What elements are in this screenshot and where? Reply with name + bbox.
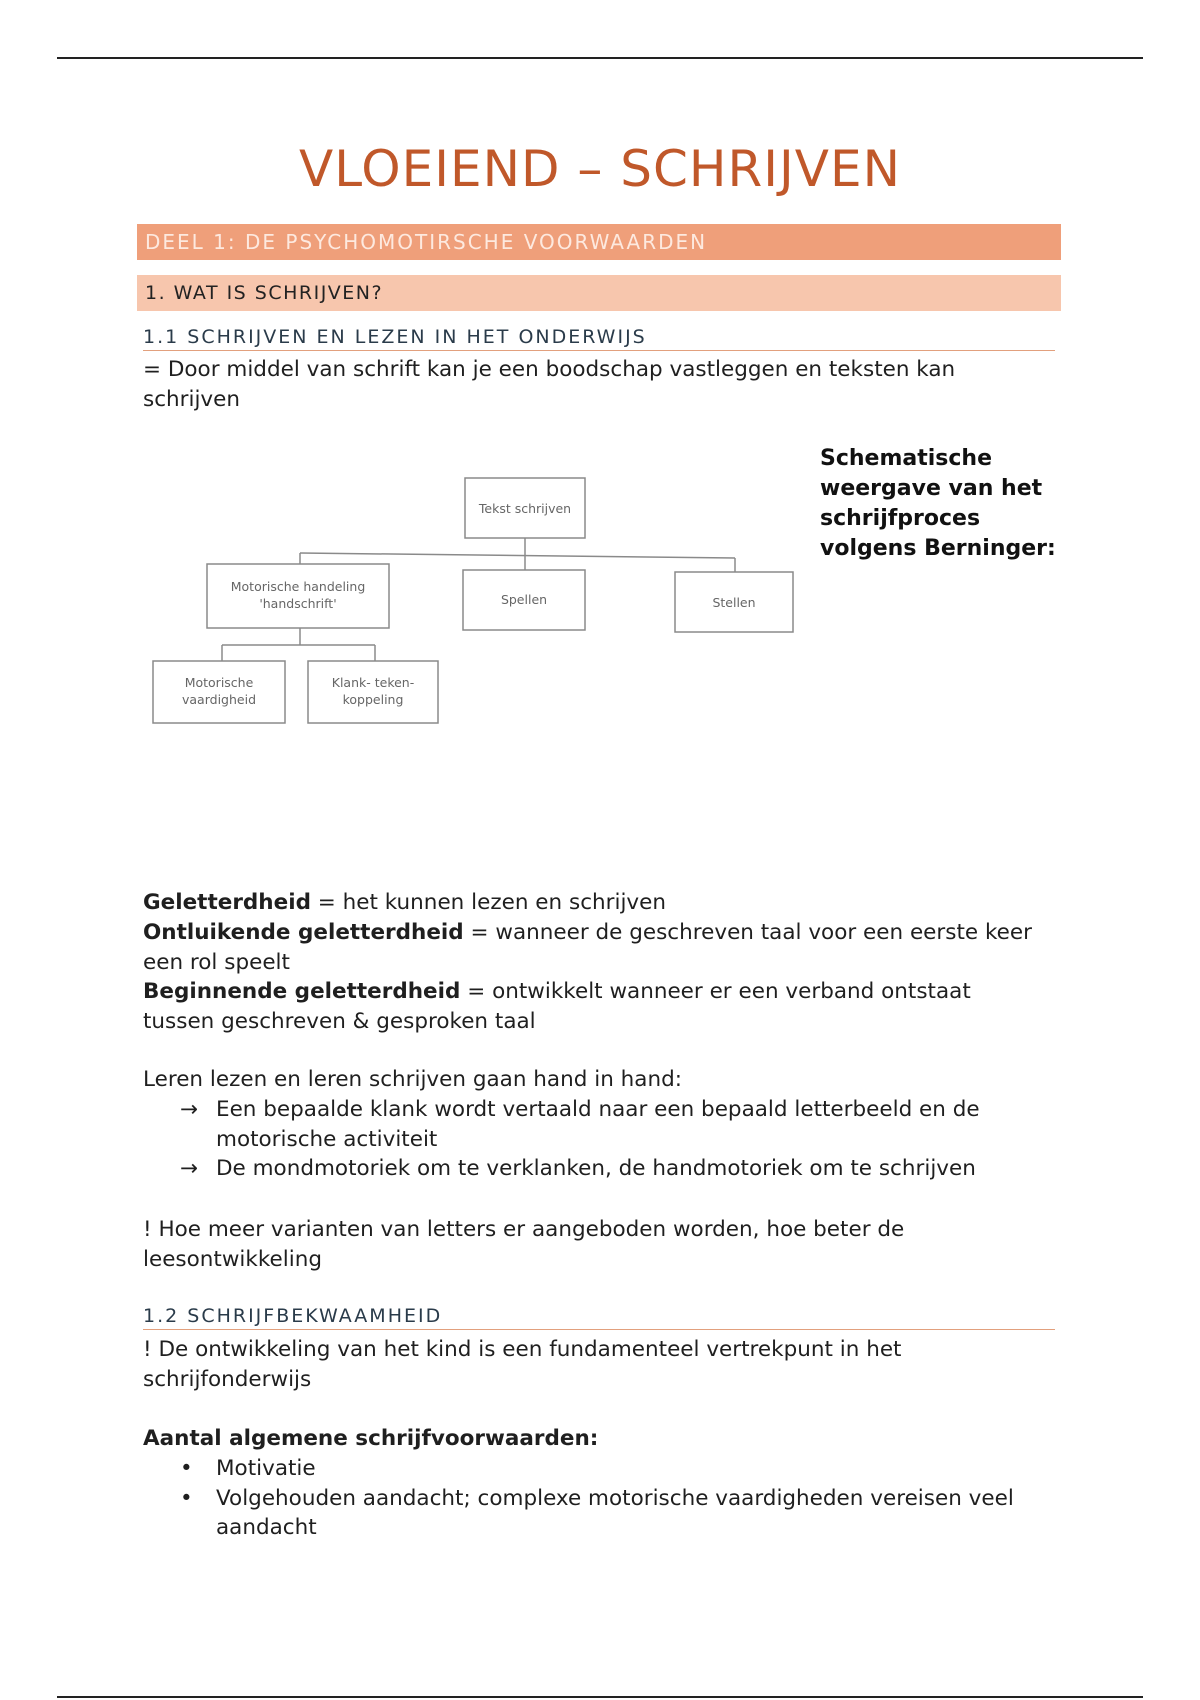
arrow-icon: → (180, 1097, 199, 1122)
label-handschrift: 'handschrift' (259, 596, 337, 611)
chapter-heading: 1. WAT IS SCHRIJVEN? (137, 275, 1061, 311)
term-definition: = ontwikkelt wanneer er een verband ontstaat tussen geschreven & gesproken taal (143, 979, 971, 1034)
definition-text: = Door middel van schrift kan je een boodschap vastleggen en teksten kan schrijven (143, 357, 956, 412)
list-item: → Een bepaalde klank wordt vertaald naar een bepaald letterbeeld en de motorische activiteit (180, 1097, 980, 1152)
label-koppeling: koppeling (342, 692, 404, 707)
term-label: Geletterdheid (143, 890, 311, 915)
diagram-svg (145, 445, 800, 745)
term-label: Beginnende geletterdheid (143, 979, 461, 1004)
document-title: VLOEIEND – SCHRIJVEN (299, 140, 901, 198)
label-klank-teken: Klank- teken- (331, 675, 415, 690)
label-motorische-handeling: Motorische handeling (230, 579, 366, 594)
label-stellen: Stellen (712, 595, 756, 610)
list-title: Aantal algemene schrijfvoorwaarden: (143, 1426, 599, 1451)
section2-note: ! De ontwikkeling van het kind is een fundamenteel vertrekpunt in het schrijfonderwijs (143, 1337, 902, 1392)
bottom-page-rule (57, 1696, 1143, 1698)
top-page-rule (57, 57, 1143, 59)
intro-text: Leren lezen en leren schrijven gaan hand in hand: (143, 1067, 682, 1092)
arrow-icon: → (180, 1156, 199, 1181)
arrow-list (0, 1095, 1046, 1184)
bullet-icon: • (180, 1456, 193, 1481)
list-item: • Motivatie (0, 1454, 1046, 1484)
term-definition: = wanneer de geschreven taal voor een eerste keer een rol speelt (143, 920, 1032, 975)
label-vaardigheid: vaardigheid (182, 692, 256, 707)
term-ontluikende-geletterdheid (143, 918, 1043, 977)
list-item: → De mondmotoriek om te verklanken, de handmotoriek om te schrijven (0, 1154, 1046, 1184)
writing-process-diagram (145, 445, 800, 745)
bullet-list (0, 1454, 1046, 1543)
note-text: ! Hoe meer varianten van letters er aangeboden worden, hoe beter de leesontwikkeling (143, 1217, 905, 1272)
term-label: Ontluikende geletterdheid (143, 920, 464, 945)
part-heading: DEEL 1: DE PSYCHOMOTIRSCHE VOORWAARDEN (137, 224, 1061, 260)
label-tekst-schrijven: Tekst schrijven (478, 501, 572, 516)
term-definition: = het kunnen lezen en schrijven (310, 890, 667, 915)
diagram-caption: Schematische weergave van het schrijfproces volgens Berninger: (820, 446, 1056, 561)
section-heading-1-1: 1.1 SCHRIJVEN EN LEZEN IN HET ONDERWIJS (143, 326, 1055, 351)
term-geletterdheid (143, 888, 1043, 918)
label-spellen: Spellen (500, 592, 548, 607)
section-heading-1-2: 1.2 SCHRIJFBEKWAAMHEID (143, 1305, 1055, 1330)
bullet-icon: • (180, 1485, 193, 1511)
list-item: • Volgehouden aandacht; complexe motorische vaardigheden vereisen veel aandacht (180, 1485, 1014, 1540)
label-motorische: Motorische (184, 675, 254, 690)
term-beginnende-geletterdheid (143, 977, 1043, 1036)
